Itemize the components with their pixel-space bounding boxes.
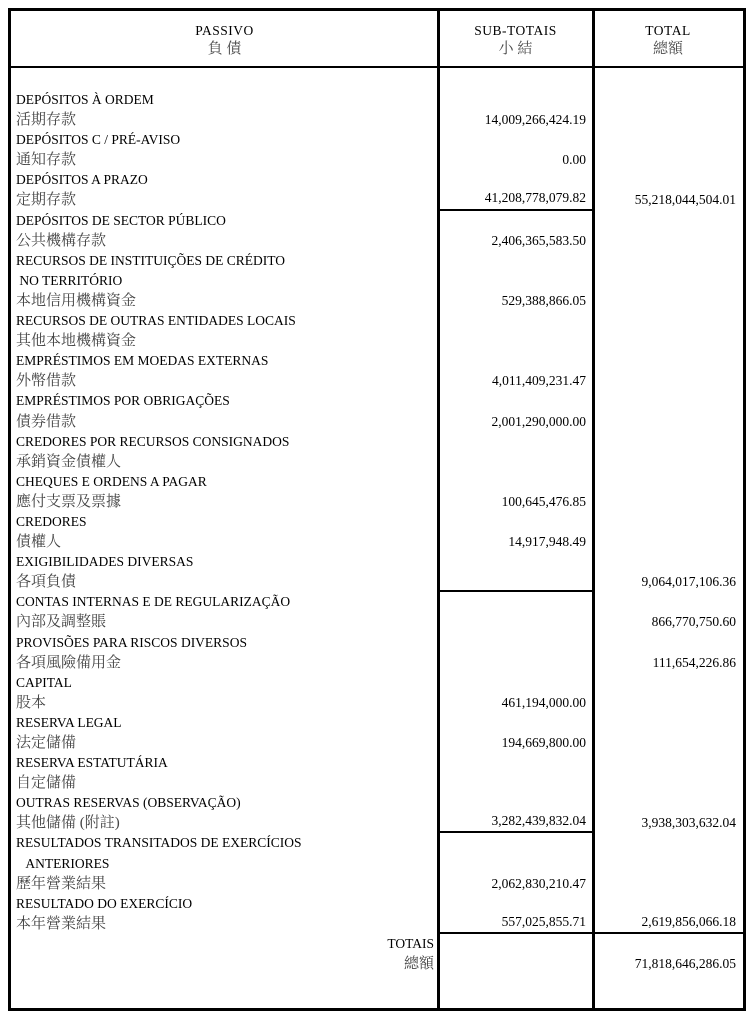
row-label-zh: 本地信用機構資金 xyxy=(16,292,137,309)
header-total-pt: TOTAL xyxy=(645,22,691,38)
row-label-cell xyxy=(11,351,438,391)
row-label-zh: 股本 xyxy=(16,694,47,711)
table-row xyxy=(11,351,743,391)
row-label-zh: 本年營業結果 xyxy=(16,915,107,932)
subtotal-value: 2,062,830,210.47 xyxy=(491,875,586,891)
total-value: 9,064,017,106.36 xyxy=(641,574,736,590)
row-label-zh: 債權人 xyxy=(16,534,62,551)
total-value xyxy=(593,90,743,130)
row-label-cell xyxy=(11,592,438,632)
row-label-pt: TOTAIS xyxy=(387,935,434,951)
table-body xyxy=(11,68,743,974)
row-label-pt: PROVISÕES PARA RISCOS DIVERSOS xyxy=(16,634,247,650)
table-row xyxy=(11,833,743,893)
row-label-cell xyxy=(11,552,438,592)
subtotal-value: 529,388,866.05 xyxy=(501,292,586,308)
row-label-cell xyxy=(11,633,438,673)
row-label-zh: 活期存款 xyxy=(16,112,77,129)
row-label-zh: 外幣借款 xyxy=(16,373,77,390)
row-label-pt: EMPRÉSTIMOS POR OBRIGAÇÕES xyxy=(16,393,230,409)
subtotal-value xyxy=(438,753,593,793)
row-label-pt: ANTERIORES xyxy=(16,855,110,871)
row-label-pt: DEPÓSITOS C / PRÉ-AVISO xyxy=(16,132,181,148)
header-total xyxy=(593,19,743,59)
table-row xyxy=(11,673,743,713)
subtotal-value: 2,406,365,583.50 xyxy=(491,232,586,248)
table-row xyxy=(11,432,743,472)
row-label-cell xyxy=(11,130,438,170)
row-label-zh: 通知存款 xyxy=(16,152,77,169)
table-row xyxy=(11,211,743,251)
total-value xyxy=(593,833,743,893)
row-label-pt: DEPÓSITOS DE SECTOR PÚBLICO xyxy=(16,212,226,228)
total-value xyxy=(593,311,743,351)
table-row xyxy=(11,793,743,833)
row-label-cell xyxy=(11,472,438,512)
total-value: 55,218,044,504.01 xyxy=(634,192,736,208)
subtotal-value: 194,669,800.00 xyxy=(501,735,586,750)
row-label-pt: DEPÓSITOS A PRAZO xyxy=(16,172,148,188)
row-label-cell xyxy=(11,512,438,552)
table-row xyxy=(11,391,743,431)
row-label-zh: 公共機構存款 xyxy=(16,232,107,249)
balance-sheet-table xyxy=(8,8,746,1011)
row-label-pt: CHEQUES E ORDENS A PAGAR xyxy=(16,473,207,489)
row-label-pt: OUTRAS RESERVAS (OBSERVAÇÃO) xyxy=(16,795,241,811)
total-value: 71,818,646,286.05 xyxy=(634,956,736,972)
row-label-cell xyxy=(11,391,438,431)
header-passivo xyxy=(11,19,438,59)
total-value xyxy=(593,753,743,793)
subtotal-value xyxy=(438,552,593,592)
row-label-pt: CONTAS INTERNAS E DE REGULARIZAÇÃO xyxy=(16,594,291,610)
table-row xyxy=(11,552,743,592)
row-label-zh: 法定儲備 xyxy=(16,735,77,751)
total-value xyxy=(593,713,743,753)
subtotal-value: 100,645,476.85 xyxy=(501,493,586,509)
subtotal-value: 2,001,290,000.00 xyxy=(491,413,586,429)
row-label-zh: 定期存款 xyxy=(16,192,77,209)
row-label-pt: RESULTADO DO EXERCÍCIO xyxy=(16,895,193,911)
subtotal-value: 557,025,855.71 xyxy=(438,894,593,934)
row-label-pt: CREDORES POR RECURSOS CONSIGNADOS xyxy=(16,433,290,449)
subtotal-value: 461,194,000.00 xyxy=(501,694,586,710)
table-row xyxy=(11,130,743,170)
row-label-pt: NO TERRITÓRIO xyxy=(16,272,123,288)
table-row xyxy=(11,592,743,632)
table-header-row xyxy=(11,11,743,68)
row-label-cell xyxy=(11,833,438,893)
row-label-pt: RESERVA LEGAL xyxy=(16,714,122,730)
row-label-cell xyxy=(11,90,438,130)
total-value: 2,619,856,066.18 xyxy=(593,894,743,934)
row-label-pt: RECURSOS DE INSTITUIÇÕES DE CRÉDITO xyxy=(16,252,286,268)
table-row xyxy=(11,311,743,351)
row-label-cell xyxy=(11,311,438,351)
header-subtotais-zh: 小 結 xyxy=(498,40,533,57)
row-label-zh: 歷年營業結果 xyxy=(16,875,107,892)
row-label-cell xyxy=(11,793,438,833)
row-label-cell xyxy=(11,934,438,974)
row-label-pt: CAPITAL xyxy=(16,674,72,690)
subtotal-value: 14,917,948.49 xyxy=(508,534,586,550)
row-label-pt: DEPÓSITOS À ORDEM xyxy=(16,92,154,107)
total-value: 866,770,750.60 xyxy=(651,614,736,630)
subtotal-value xyxy=(438,633,593,673)
column-divider-2 xyxy=(592,11,595,1008)
table-row xyxy=(11,251,743,311)
row-label-zh: 內部及調整賬 xyxy=(16,614,107,631)
header-passivo-pt: PASSIVO xyxy=(195,22,254,38)
row-label-zh: 其他儲備 (附註) xyxy=(16,815,120,832)
row-label-zh: 其他本地機構資金 xyxy=(16,333,137,350)
total-value: 3,938,303,632.04 xyxy=(641,815,736,831)
row-label-pt: EMPRÉSTIMOS EM MOEDAS EXTERNAS xyxy=(16,353,269,369)
row-label-zh: 應付支票及票據 xyxy=(16,493,122,510)
total-value xyxy=(593,512,743,552)
total-value xyxy=(593,472,743,512)
row-label-zh: 自定儲備 xyxy=(16,775,77,792)
subtotal-value xyxy=(438,592,593,632)
row-label-zh: 總額 xyxy=(403,956,434,973)
total-value xyxy=(593,391,743,431)
table-row xyxy=(11,713,743,753)
subtotal-value: 3,282,439,832.04 xyxy=(438,793,593,833)
row-label-zh: 各項負債 xyxy=(16,574,77,591)
subtotal-value: 4,011,409,231.47 xyxy=(492,373,586,389)
row-label-cell xyxy=(11,432,438,472)
total-value xyxy=(593,251,743,311)
row-label-pt: EXIGIBILIDADES DIVERSAS xyxy=(16,554,194,570)
row-label-zh: 承銷資金債權人 xyxy=(16,453,122,470)
totals-row xyxy=(11,934,743,974)
total-value xyxy=(593,432,743,472)
row-label-cell xyxy=(11,251,438,311)
table-row xyxy=(11,472,743,512)
table-row xyxy=(11,512,743,552)
row-label-cell xyxy=(11,753,438,793)
table-row xyxy=(11,633,743,673)
total-value xyxy=(593,351,743,391)
row-label-zh: 各項風險備用金 xyxy=(16,654,122,671)
header-total-zh: 總額 xyxy=(652,40,683,57)
table-row xyxy=(11,90,743,130)
subtotal-value xyxy=(438,311,593,351)
header-passivo-zh: 負 債 xyxy=(207,40,242,57)
total-value xyxy=(593,673,743,713)
row-label-cell xyxy=(11,211,438,251)
subtotal-value xyxy=(438,934,593,974)
row-label-cell xyxy=(11,894,438,934)
subtotal-value xyxy=(438,432,593,472)
row-label-cell xyxy=(11,673,438,713)
subtotal-value: 14,009,266,424.19 xyxy=(484,112,586,128)
subtotal-value: 41,208,778,079.82 xyxy=(438,170,593,210)
table-row xyxy=(11,753,743,793)
table-row xyxy=(11,170,743,210)
total-value: 111,654,226.86 xyxy=(652,654,736,670)
header-subtotais-pt: SUB-TOTAIS xyxy=(474,22,557,38)
subtotal-value: 0.00 xyxy=(562,152,586,168)
total-value xyxy=(593,211,743,251)
row-label-pt: RESULTADOS TRANSITADOS DE EXERCÍCIOS xyxy=(16,835,302,851)
row-label-pt: CREDORES xyxy=(16,513,87,529)
row-label-pt: RESERVA ESTATUTÁRIA xyxy=(16,755,168,771)
row-label-cell xyxy=(11,170,438,210)
column-divider-1 xyxy=(437,11,440,1008)
row-label-cell xyxy=(11,713,438,753)
row-label-zh: 債券借款 xyxy=(16,413,77,430)
row-label-pt: RECURSOS DE OUTRAS ENTIDADES LOCAIS xyxy=(16,313,296,329)
total-value xyxy=(593,130,743,170)
header-subtotais xyxy=(438,19,593,59)
table-row xyxy=(11,894,743,934)
